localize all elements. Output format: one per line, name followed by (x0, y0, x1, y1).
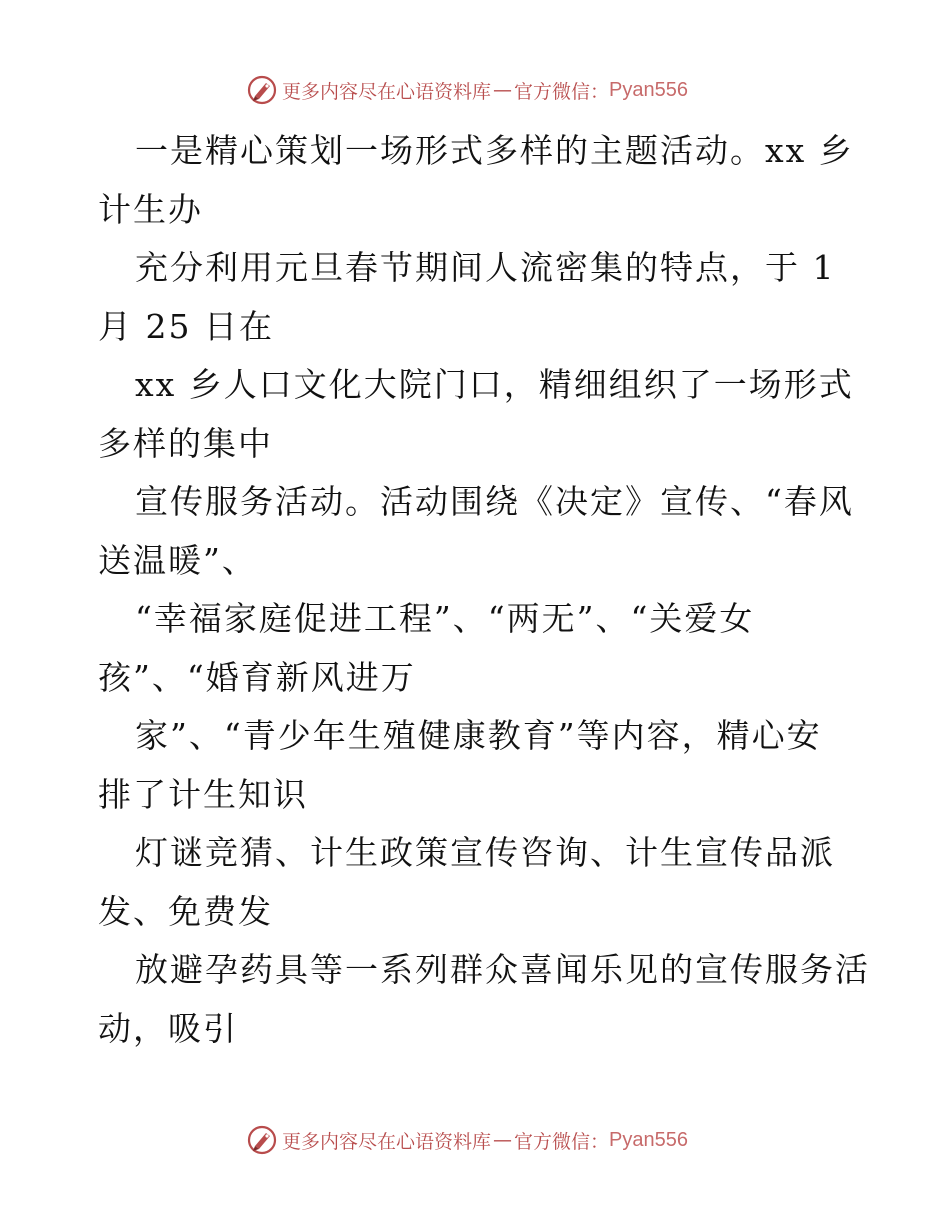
text-line: 月 25 日在 (98, 306, 274, 346)
text-line: 宣传服务活动。活动围绕《决定》宣传、“春风 (135, 482, 854, 521)
text-line: 放避孕药具等一系列群众喜闻乐见的宣传服务活 (135, 950, 870, 989)
text-line: 排了计生知识 (98, 774, 308, 814)
watermark-wechat-id: Pyan556 (609, 1128, 688, 1151)
watermark-label: 官方微信： (514, 1130, 610, 1153)
text-line: 家”、“青少年生殖健康教育”等内容，精心安 (135, 716, 822, 755)
text-line: “幸福家庭促进工程”、“两无”、“关爱女 (135, 599, 755, 638)
text-line: 计生办 (98, 189, 203, 229)
text-line: 孩”、“婚育新风进万 (98, 657, 416, 697)
footer-watermark (0, 1120, 950, 1160)
document-body (98, 122, 870, 1058)
watermark-separator: — (493, 79, 513, 101)
watermark-label: 官方微信： (514, 80, 610, 103)
pen-nib-icon (246, 74, 278, 106)
text-line: 动，吸引 (98, 1008, 238, 1048)
watermark-text: 更多内容尽在心语资料库 (282, 80, 492, 103)
text-line: 一是精心策划一场形式多样的主题活动。xx 乡 (135, 131, 854, 170)
text-line: 送温暖”、 (98, 540, 257, 580)
pen-nib-icon (246, 1124, 278, 1156)
text-line: 充分利用元旦春节期间人流密集的特点，于 1 (135, 248, 836, 287)
watermark-text: 更多内容尽在心语资料库 (282, 1130, 492, 1153)
watermark-separator: — (493, 1129, 513, 1151)
text-line: 发、免费发 (98, 891, 273, 931)
text-line: 灯谜竞猜、计生政策宣传咨询、计生宣传品派 (135, 833, 835, 872)
header-watermark (0, 70, 950, 110)
text-line: 多样的集中 (98, 423, 273, 463)
text-line: xx 乡人口文化大院门口，精细组织了一场形式 (135, 365, 854, 404)
watermark-wechat-id: Pyan556 (609, 78, 688, 101)
